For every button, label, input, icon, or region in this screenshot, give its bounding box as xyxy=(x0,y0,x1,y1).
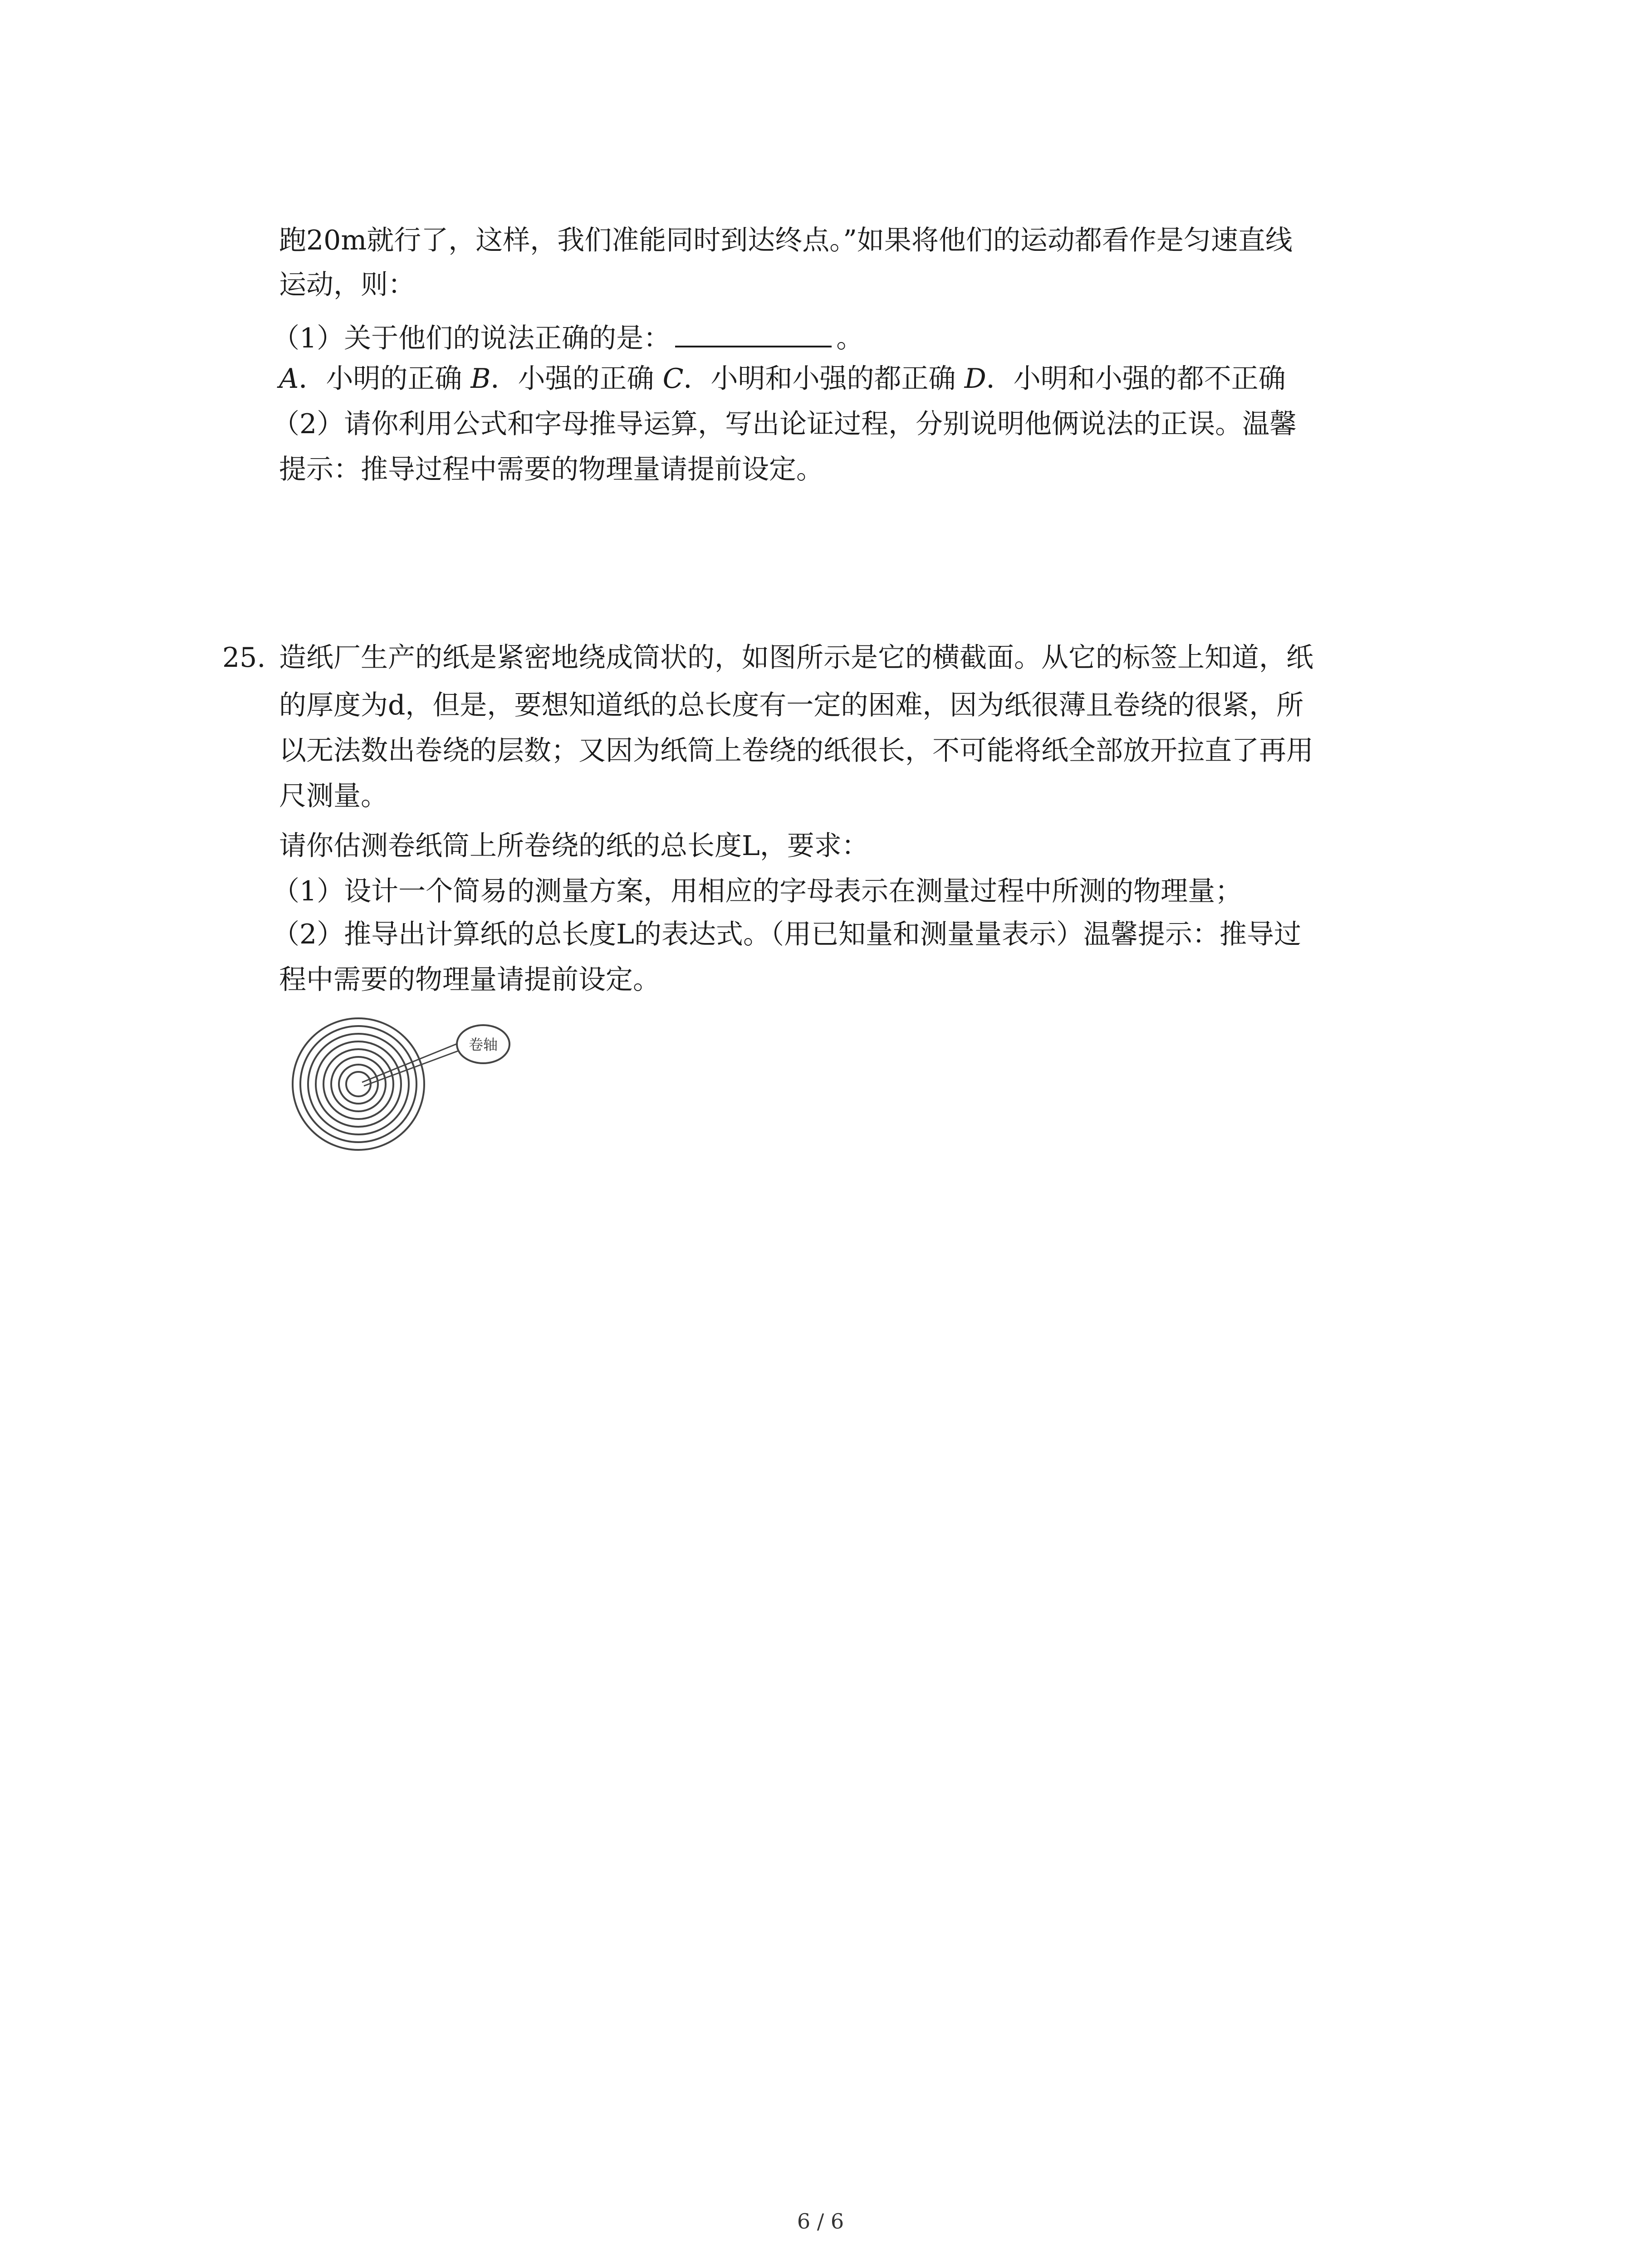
roll-ring xyxy=(300,1026,416,1142)
page-number: 6 / 6 xyxy=(797,2209,844,2234)
spool-label: 卷轴 xyxy=(468,1036,498,1053)
option-b: B．小强的正确 xyxy=(470,363,654,395)
prev-question-part-2-line-2: 提示：推导过程中需要的物理量请提前设定。 xyxy=(279,454,823,485)
paper-roll-figure xyxy=(281,1016,535,1207)
prev-question-part-1 xyxy=(272,322,863,352)
roll-ring xyxy=(323,1049,393,1119)
q25-part-1: （1）设计一个简易的测量方案，用相应的字母表示在测量过程中所测的物理量； xyxy=(272,875,1243,907)
q25-line-1: 造纸厂生产的纸是紧密地绕成筒状的，如图所示是它的横截面。从它的标签上知道，纸 xyxy=(279,642,1313,674)
option-d: D．小明和小强的都不正确 xyxy=(964,363,1286,395)
q25-part-2-line-2: 程中需要的物理量请提前设定。 xyxy=(279,964,660,996)
options-row xyxy=(279,363,1286,395)
question-number: 25. xyxy=(222,642,266,674)
part-1-prompt: （1）关于他们的说法正确的是： xyxy=(272,323,671,354)
prev-question-line-1: 跑20m就行了，这样，我们准能同时到达终点。”如果将他们的运动都看作是匀速直线 xyxy=(279,225,1293,256)
q25-part-2-line-1: （2）推导出计算纸的总长度L的表达式。（用已知量和测量量表示）温馨提示：推导过 xyxy=(272,919,1302,950)
answer-blank[interactable] xyxy=(675,322,832,347)
option-a: A．小明的正确 xyxy=(279,363,462,395)
option-c: C．小明和小强的都正确 xyxy=(662,363,956,395)
q25-line-5: 请你估测卷纸筒上所卷绕的纸的总长度L，要求： xyxy=(279,830,869,862)
roll-ring xyxy=(339,1065,378,1104)
prev-question-line-2: 运动，则： xyxy=(279,269,415,301)
part-1-period: 。 xyxy=(836,323,864,354)
roll-ring xyxy=(293,1018,424,1150)
q25-line-2: 的厚度为d，但是，要想知道纸的总长度有一定的困难，因为纸很薄且卷绕的很紧，所 xyxy=(279,689,1304,721)
prev-question-part-2-line-1: （2）请你利用公式和字母推导运算，写出论证过程，分别说明他俩说法的正误。温馨 xyxy=(272,408,1297,440)
roll-ring xyxy=(316,1041,401,1127)
q25-line-4: 尺测量。 xyxy=(279,780,388,812)
q25-line-3: 以无法数出卷绕的层数；又因为纸筒上卷绕的纸很长，不可能将纸全部放开拉直了再用 xyxy=(279,735,1313,767)
